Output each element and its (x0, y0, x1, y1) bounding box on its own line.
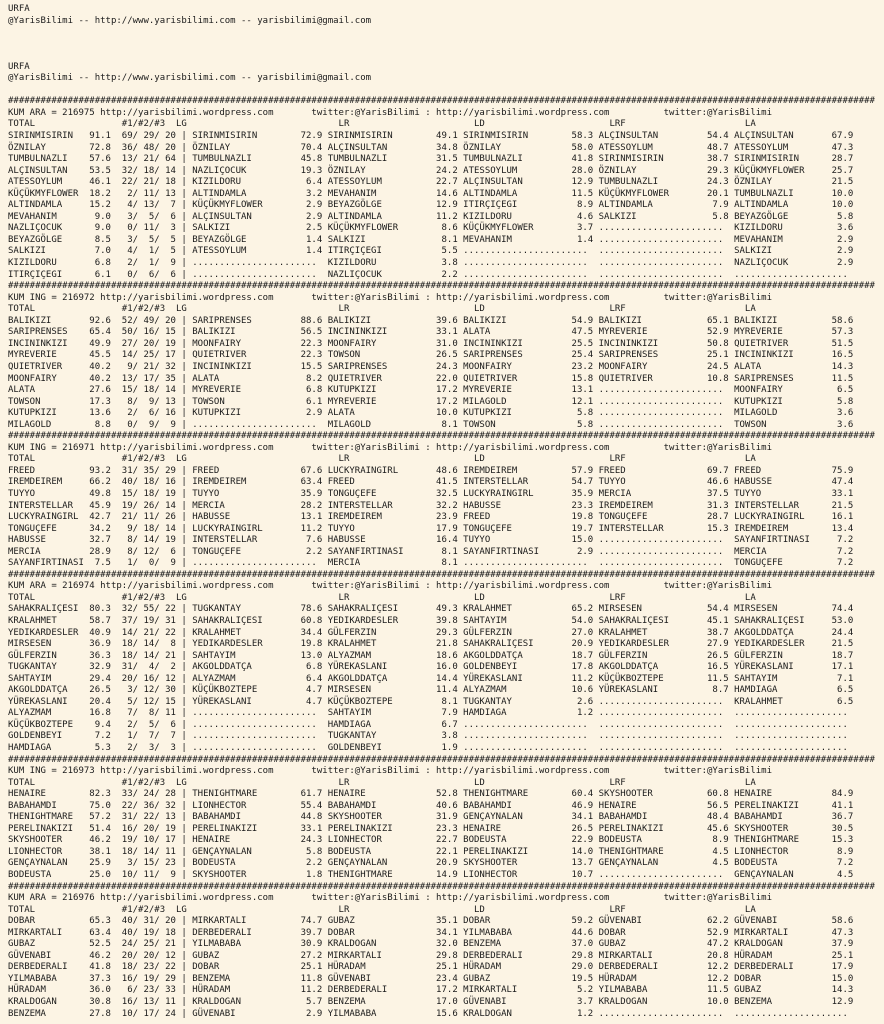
stat-row: SALKIZI 7.0 4/ 1/ 5 | ATESSOYLUM 1.4 ITIRÇIÇEGI 5.5 ....................... ....................... SALKIZI 2.9 (8, 246, 854, 257)
stat-row: SAHTAYIM 29.4 20/ 16/ 12 | ALYAZMAM 6.4 AKGOLDDATÇA 14.4 YÜREKASLANI 11.2 KÜÇÜKBOZTEPE 11.5 SAHTAYIM 7.1 (8, 673, 854, 684)
section-title: KUM ARA = 216974 http://yarisbilimi.wordpress.com twitter:@YarisBilimi : http://yarisbilimi.wordpress.com twitter:@YarisBilimi (8, 581, 773, 592)
stat-row: MIRSESEN 36.9 18/ 14/ 8 | YEDIKARDESLER 19.8 KRALAHMET 21.8 SAHAKRALIÇESI 20.9 YEDIKARDESLER 27.9 YEDIKARDESLER 21.5 (8, 639, 854, 650)
stat-row: ALTINDAMLA 15.2 4/ 13/ 7 | KÜÇÜKMYFLOWER 2.9 BEYAZGÖLGE 12.9 ITIRÇIÇEGI 8.9 ALTINDAMLA 7.9 ALTINDAMLA 10.0 (8, 200, 854, 211)
stat-row: GUBAZ 52.5 24/ 25/ 21 | YILMABABA 30.9 KRALDOGAN 32.0 BENZEMA 37.0 GUBAZ 47.2 KRALDOGAN 37.9 (8, 939, 854, 950)
stat-row: DERBEDERALI 41.8 18/ 23/ 22 | DOBAR 25.1 HÜRADAM 25.1 HÜRADAM 29.0 DERBEDERALI 12.2 DERBEDERALI 17.9 (8, 962, 854, 973)
section-title: KUM ARA = 216975 http://yarisbilimi.wordpress.com twitter:@YarisBilimi : http://yarisbilimi.wordpress.com twitter:@YarisBilimi (8, 107, 773, 118)
section-divider: ################################################################################################################################################################ (8, 754, 875, 765)
section-title: KUM ING = 216973 http://yarisbilimi.wordpress.com twitter:@YarisBilimi : http://yarisbilimi.wordpress.com twitter:@YarisBilimi (8, 766, 773, 777)
section-divider: ################################################################################################################################################################ (8, 281, 875, 292)
stat-row: ATESSOYLUM 46.1 22/ 21/ 18 | KIZILDORU 6.4 ATESSOYLUM 22.7 ALÇINSULTAN 12.9 TUMBULNAZLI 24.3 ÖZNILAY 21.5 (8, 177, 854, 188)
blank-line (8, 50, 884, 62)
stat-row: SAYANFIRTINASI 7.5 1/ 0/ 9 | ....................... MERCIA 8.1 ....................... ....................... TONGUÇEFE 7.2 (8, 558, 854, 569)
stat-row: MERCIA 28.9 8/ 12/ 6 | TONGUÇEFE 2.2 SAYANFIRTINASI 8.1 SAYANFIRTINASI 2.9 ....................... MERCIA 7.2 (8, 546, 854, 557)
stat-row: MYREVERIE 45.5 14/ 25/ 17 | QUIETRIVER 22.3 TOWSON 26.5 SARIPRENSES 25.4 SARIPRENSES 25.1 INCININKIZI 16.5 (8, 350, 854, 361)
stat-row: BABAHAMDI 75.0 22/ 36/ 32 | LIONHECTOR 55.4 BABAHAMDI 40.6 BABAHAMDI 46.9 HENAIRE 56.5 PERELINAKIZI 41.1 (8, 800, 854, 811)
stat-row: BENZEMA 27.8 10/ 17/ 24 | GÜVENABI 2.9 YILMABABA 15.6 KRALDOGAN 1.2 ....................... ..................... (8, 1008, 848, 1019)
blank-line (8, 27, 884, 39)
stat-row: KRALDOGAN 30.8 16/ 13/ 11 | KRALDOGAN 5.7 BENZEMA 17.0 GÜVENABI 3.7 KRALDOGAN 10.0 BENZEMA 12.9 (8, 997, 854, 1008)
stat-row: IREMDEIREM 66.2 40/ 18/ 16 | IREMDEIREM 63.4 FREED 41.5 INTERSTELLAR 54.7 TUYYO 46.6 HABUSSE 47.4 (8, 477, 854, 488)
section-title: KUM ING = 216971 http://yarisbilimi.wordpress.com twitter:@YarisBilimi : http://yarisbilimi.wordpress.com twitter:@YarisBilimi (8, 442, 773, 453)
stat-row: SAHAKRALIÇESI 80.3 32/ 55/ 22 | TUGKANTAY 78.6 SAHAKRALIÇESI 49.3 KRALAHMET 65.2 MIRSESEN 54.4 MIRSESEN 74.4 (8, 604, 854, 615)
masthead-byline: @YarisBilimi -- http://www.yarisbilimi.com -- yarisbilimi@gmail.com (8, 15, 372, 26)
stat-row: YÜREKASLANI 20.4 5/ 12/ 15 | YÜREKASLANI 4.7 KÜÇÜKBOZTEPE 8.1 TUGKANTAY 2.6 ....................... KRALAHMET 6.5 (8, 696, 854, 707)
column-header-row: TOTAL #1/#2/#3 LG LR LD LRF LA (8, 904, 756, 915)
stat-row: MEVAHANIM 9.0 3/ 5/ 6 | ALÇINSULTAN 2.9 ALTINDAMLA 11.2 KIZILDORU 4.6 SALKIZI 5.8 BEYAZGÖLGE 5.8 (8, 211, 854, 222)
section-divider: ################################################################################################################################################################ (8, 569, 875, 580)
stat-row: MIRKARTALI 63.4 40/ 19/ 18 | DERBEDERALI 39.7 DOBAR 34.1 YILMABABA 44.6 DOBAR 52.9 MIRKARTALI 47.3 (8, 927, 854, 938)
column-header-row: TOTAL #1/#2/#3 LG LR LD LRF LA (8, 304, 756, 315)
column-header-row: TOTAL #1/#2/#3 LG LR LD LRF LA (8, 592, 756, 603)
section-divider: ################################################################################################################################################################ (8, 431, 875, 442)
stat-row: TUYYO 49.8 15/ 18/ 19 | TUYYO 35.9 TONGUÇEFE 32.5 LUCKYRAINGIRL 35.9 MERCIA 37.5 TUYYO 33.1 (8, 488, 854, 499)
stat-row: KUTUPKIZI 13.6 2/ 6/ 16 | KUTUPKIZI 2.9 ALATA 10.0 KUTUPKIZI 5.8 ....................... MILAGOLD 3.6 (8, 408, 854, 419)
section-divider: ################################################################################################################################################################ (8, 96, 875, 107)
stat-row: GÜVENABI 46.2 20/ 20/ 12 | GUBAZ 27.2 MIRKARTALI 29.8 DERBEDERALI 29.8 MIRKARTALI 20.8 HÜRADAM 25.1 (8, 950, 854, 961)
stat-row: HAMDIAGA 5.3 2/ 3/ 3 | ....................... GOLDENBEYI 1.9 ....................... ....................... ..................... (8, 743, 848, 753)
stats-report-body (8, 96, 884, 1020)
stat-row: QUIETRIVER 40.2 9/ 21/ 32 | INCININKIZI 15.5 SARIPRENSES 24.3 MOONFAIRY 23.2 MOONFAIRY 24.5 ALATA 14.3 (8, 361, 854, 372)
stat-row: NAZLIÇOCUK 9.0 0/ 11/ 3 | SALKIZI 2.5 KÜÇÜKMYFLOWER 8.6 KÜÇÜKMYFLOWER 3.7 ....................... KIZILDORU 3.6 (8, 223, 854, 234)
stat-row: DOBAR 65.3 40/ 31/ 20 | MIRKARTALI 74.7 GUBAZ 35.1 DOBAR 59.2 GÜVENABI 62.2 GÜVENABI 58.6 (8, 916, 854, 927)
stat-row: HÜRADAM 36.0 6/ 23/ 33 | HÜRADAM 11.2 DERBEDERALI 17.2 MIRKARTALI 5.2 YILMABABA 11.5 GUBAZ 14.3 (8, 985, 854, 996)
stat-row: HENAIRE 82.3 33/ 24/ 28 | THENIGHTMARE 61.7 HENAIRE 52.8 THENIGHTMARE 60.4 SKYSHOOTER 60.8 HENAIRE 84.9 (8, 789, 854, 800)
stat-row: SARIPRENSES 65.4 50/ 16/ 15 | BALIKIZI 56.5 INCININKIZI 33.1 ALATA 47.5 MYREVERIE 52.9 MYREVERIE 57.3 (8, 327, 854, 338)
stat-row: KRALAHMET 58.7 37/ 19/ 31 | SAHAKRALIÇESI 60.8 YEDIKARDESLER 39.8 SAHTAYIM 54.0 SAHAKRALIÇESI 45.1 SAHAKRALIÇESI 53.0 (8, 615, 854, 626)
stat-row: PERELINAKIZI 51.4 16/ 20/ 19 | PERELINAKIZI 33.1 PERELINAKIZI 23.3 HENAIRE 26.5 PERELINAKIZI 45.6 SKYSHOOTER 30.5 (8, 823, 854, 834)
stat-row: YILMABABA 37.3 16/ 19/ 29 | BENZEMA 11.8 GÜVENABI 23.4 GUBAZ 19.5 HÜRADAM 12.2 DOBAR 15.0 (8, 973, 854, 984)
stat-row: GENÇAYNALAN 25.9 3/ 15/ 23 | BODEUSTA 2.2 GENÇAYNALAN 20.9 SKYSHOOTER 13.7 GENÇAYNALAN 4.5 BODEUSTA 7.2 (8, 858, 854, 869)
stat-row: ÖZNILAY 72.8 36/ 48/ 20 | ÖZNILAY 70.4 ALÇINSULTAN 34.8 ÖZNILAY 58.0 ATESSOYLUM 48.7 ATESSOYLUM 47.3 (8, 142, 854, 153)
stat-row: KIZILDORU 6.8 2/ 1/ 9 | ....................... KIZILDORU 3.8 ....................... ....................... NAZLIÇOCUK 2.9 (8, 258, 854, 269)
section-title: KUM ING = 216972 http://yarisbilimi.wordpress.com twitter:@YarisBilimi : http://yarisbilimi.wordpress.com twitter:@YarisBilimi (8, 292, 773, 303)
stat-row: ALATA 27.6 15/ 18/ 14 | MYREVERIE 6.8 KUTUPKIZI 17.2 MYREVERIE 13.1 ....................... MOONFAIRY 6.5 (8, 385, 854, 396)
stat-row: TUMBULNAZLI 57.6 13/ 21/ 64 | TUMBULNAZLI 45.8 TUMBULNAZLI 31.5 TUMBULNAZLI 41.8 SIRINMISIRIN 38.7 SIRINMISIRIN 28.7 (8, 154, 854, 165)
stat-row: TOWSON 17.3 8/ 9/ 13 | TOWSON 6.1 MYREVERIE 17.2 MILAGOLD 12.1 ....................... KUTUPKIZI 5.8 (8, 396, 854, 407)
section-divider: ################################################################################################################################################################ (8, 881, 875, 892)
stat-row: KÜÇÜKMYFLOWER 18.2 2/ 11/ 13 | ALTINDAMLA 3.2 MEVAHANIM 14.6 ALTINDAMLA 11.5 KÜÇÜKMYFLOWER 20.1 TUMBULNAZLI 10.0 (8, 188, 854, 199)
stat-row: ALYAZMAM 16.8 7/ 8/ 11 | ....................... SAHTAYIM 7.9 HAMDIAGA 1.2 ....................... ..................... (8, 708, 848, 719)
column-header-row: TOTAL #1/#2/#3 LG LR LD LRF LA (8, 454, 756, 465)
stat-row: ALÇINSULTAN 53.5 32/ 18/ 14 | NAZLIÇOCUK 19.3 ÖZNILAY 24.2 ATESSOYLUM 28.0 ÖZNILAY 29.3 KÜÇÜKMYFLOWER 25.7 (8, 165, 854, 176)
stat-row: TONGUÇEFE 34.2 9/ 18/ 14 | LUCKYRAINGIRL 11.2 TUYYO 17.9 TONGUÇEFE 19.7 INTERSTELLAR 15.3 IREMDEIREM 13.4 (8, 523, 854, 534)
masthead-byline: @YarisBilimi -- http://www.yarisbilimi.com -- yarisbilimi@gmail.com (8, 73, 372, 84)
stat-row: YEDIKARDESLER 40.9 14/ 21/ 22 | KRALAHMET 34.4 GÜLFERZIN 29.3 GÜLFERZIN 27.0 KRALAHMET 38.7 AKGOLDDATÇA 24.4 (8, 627, 854, 638)
stat-row: SKYSHOOTER 46.2 19/ 10/ 17 | HENAIRE 24.3 LIONHECTOR 22.7 BODEUSTA 22.9 BODEUSTA 8.9 THENIGHTMARE 15.3 (8, 835, 854, 846)
stat-row: BEYAZGÖLGE 8.5 3/ 5/ 5 | BEYAZGÖLGE 1.4 SALKIZI 8.1 MEVAHANIM 1.4 ....................... MEVAHANIM 2.9 (8, 234, 854, 245)
blank-line (8, 39, 884, 51)
stat-row: LIONHECTOR 38.1 18/ 14/ 11 | GENÇAYNALAN 5.8 BODEUSTA 22.1 PERELINAKIZI 14.0 THENIGHTMARE 4.5 LIONHECTOR 8.9 (8, 846, 854, 857)
stat-row: BALIKIZI 92.6 52/ 49/ 20 | SARIPRENSES 88.6 BALIKIZI 39.6 BALIKIZI 54.9 BALIKIZI 65.1 BALIKIZI 58.6 (8, 315, 854, 326)
masthead-location: URFA (8, 61, 30, 72)
stat-row: MILAGOLD 8.8 0/ 9/ 9 | ....................... MILAGOLD 8.1 TOWSON 5.8 ....................... TOWSON 3.6 (8, 419, 854, 430)
blank-line (8, 85, 884, 97)
column-header-row: TOTAL #1/#2/#3 LG LR LD LRF LA (8, 119, 756, 130)
stat-row: MOONFAIRY 40.2 13/ 17/ 35 | ALATA 8.2 QUIETRIVER 22.0 QUIETRIVER 15.8 QUIETRIVER 10.8 SARIPRENSES 11.5 (8, 373, 854, 384)
stat-row: INCININKIZI 49.9 27/ 20/ 19 | MOONFAIRY 22.3 MOONFAIRY 31.0 INCININKIZI 25.5 INCININKIZI 50.8 QUIETRIVER 51.5 (8, 338, 854, 349)
section-title: KUM ARA = 216976 http://yarisbilimi.wordpress.com twitter:@YarisBilimi : http://yarisbilimi.wordpress.com twitter:@YarisBilimi (8, 893, 773, 904)
stat-row: HABUSSE 32.7 8/ 14/ 19 | INTERSTELLAR 7.6 HABUSSE 16.4 TUYYO 15.0 ....................... SAYANFIRTINASI 7.2 (8, 535, 854, 546)
stat-row: BODEUSTA 25.0 10/ 11/ 9 | SKYSHOOTER 1.8 THENIGHTMARE 14.9 LIONHECTOR 10.7 ....................... GENÇAYNALAN 4.5 (8, 870, 854, 881)
column-header-row: TOTAL #1/#2/#3 LG LR LD LRF LA (8, 777, 756, 788)
stat-row: GOLDENBEYI 7.2 1/ 7/ 7 | ....................... TUGKANTAY 3.8 ....................... ....................... ..................... (8, 731, 848, 742)
stat-row: INTERSTELLAR 45.9 19/ 26/ 14 | MERCIA 28.2 INTERSTELLAR 32.2 HABUSSE 23.3 IREMDEIREM 31.3 INTERSTELLAR 21.5 (8, 500, 854, 511)
stat-row: ITIRÇIÇEGI 6.1 0/ 6/ 6 | ....................... NAZLIÇOCUK 2.2 ....................... ....................... ..................... (8, 269, 848, 280)
stat-row: GÜLFERZIN 36.3 18/ 14/ 21 | SAHTAYIM 13.0 ALYAZMAM 18.6 AKGOLDDATÇA 18.7 GÜLFERZIN 26.5 GÜLFERZIN 18.7 (8, 650, 854, 661)
stat-row: FREED 93.2 31/ 35/ 29 | FREED 67.6 LUCKYRAINGIRL 48.6 IREMDEIREM 57.9 FREED 69.7 FREED 75.9 (8, 465, 854, 476)
stat-row: KÜÇÜKBOZTEPE 9.4 2/ 5/ 6 | ....................... HAMDIAGA 6.7 ....................... ....................... ..................... (8, 719, 848, 730)
stat-row: LUCKYRAINGIRL 42.7 21/ 11/ 26 | HABUSSE 13.1 IREMDEIREM 23.9 FREED 19.8 TONGUÇEFE 28.7 LUCKYRAINGIRL 16.1 (8, 512, 854, 523)
stat-row: AKGOLDDATÇA 26.5 3/ 12/ 30 | KÜÇÜKBOZTEPE 4.7 MIRSESEN 11.4 ALYAZMAM 10.6 YÜREKASLANI 8.7 HAMDIAGA 6.5 (8, 685, 854, 696)
stat-row: THENIGHTMARE 57.2 31/ 22/ 13 | BABAHAMDI 44.8 SKYSHOOTER 31.9 GENÇAYNALAN 34.1 BABAHAMDI 48.4 BABAHAMDI 36.7 (8, 812, 854, 823)
stat-row: SIRINMISIRIN 91.1 69/ 29/ 20 | SIRINMISIRIN 72.9 SIRINMISIRIN 49.1 SIRINMISIRIN 58.3 ALÇINSULTAN 54.4 ALÇINSULTAN 67.9 (8, 131, 854, 142)
masthead-location: URFA (8, 4, 30, 14)
stat-row: TUGKANTAY 32.9 31/ 4/ 2 | AKGOLDDATÇA 6.8 YÜREKASLANI 16.0 GOLDENBEYI 17.8 AKGOLDDATÇA 16.5 YÜREKASLANI 17.1 (8, 662, 854, 673)
